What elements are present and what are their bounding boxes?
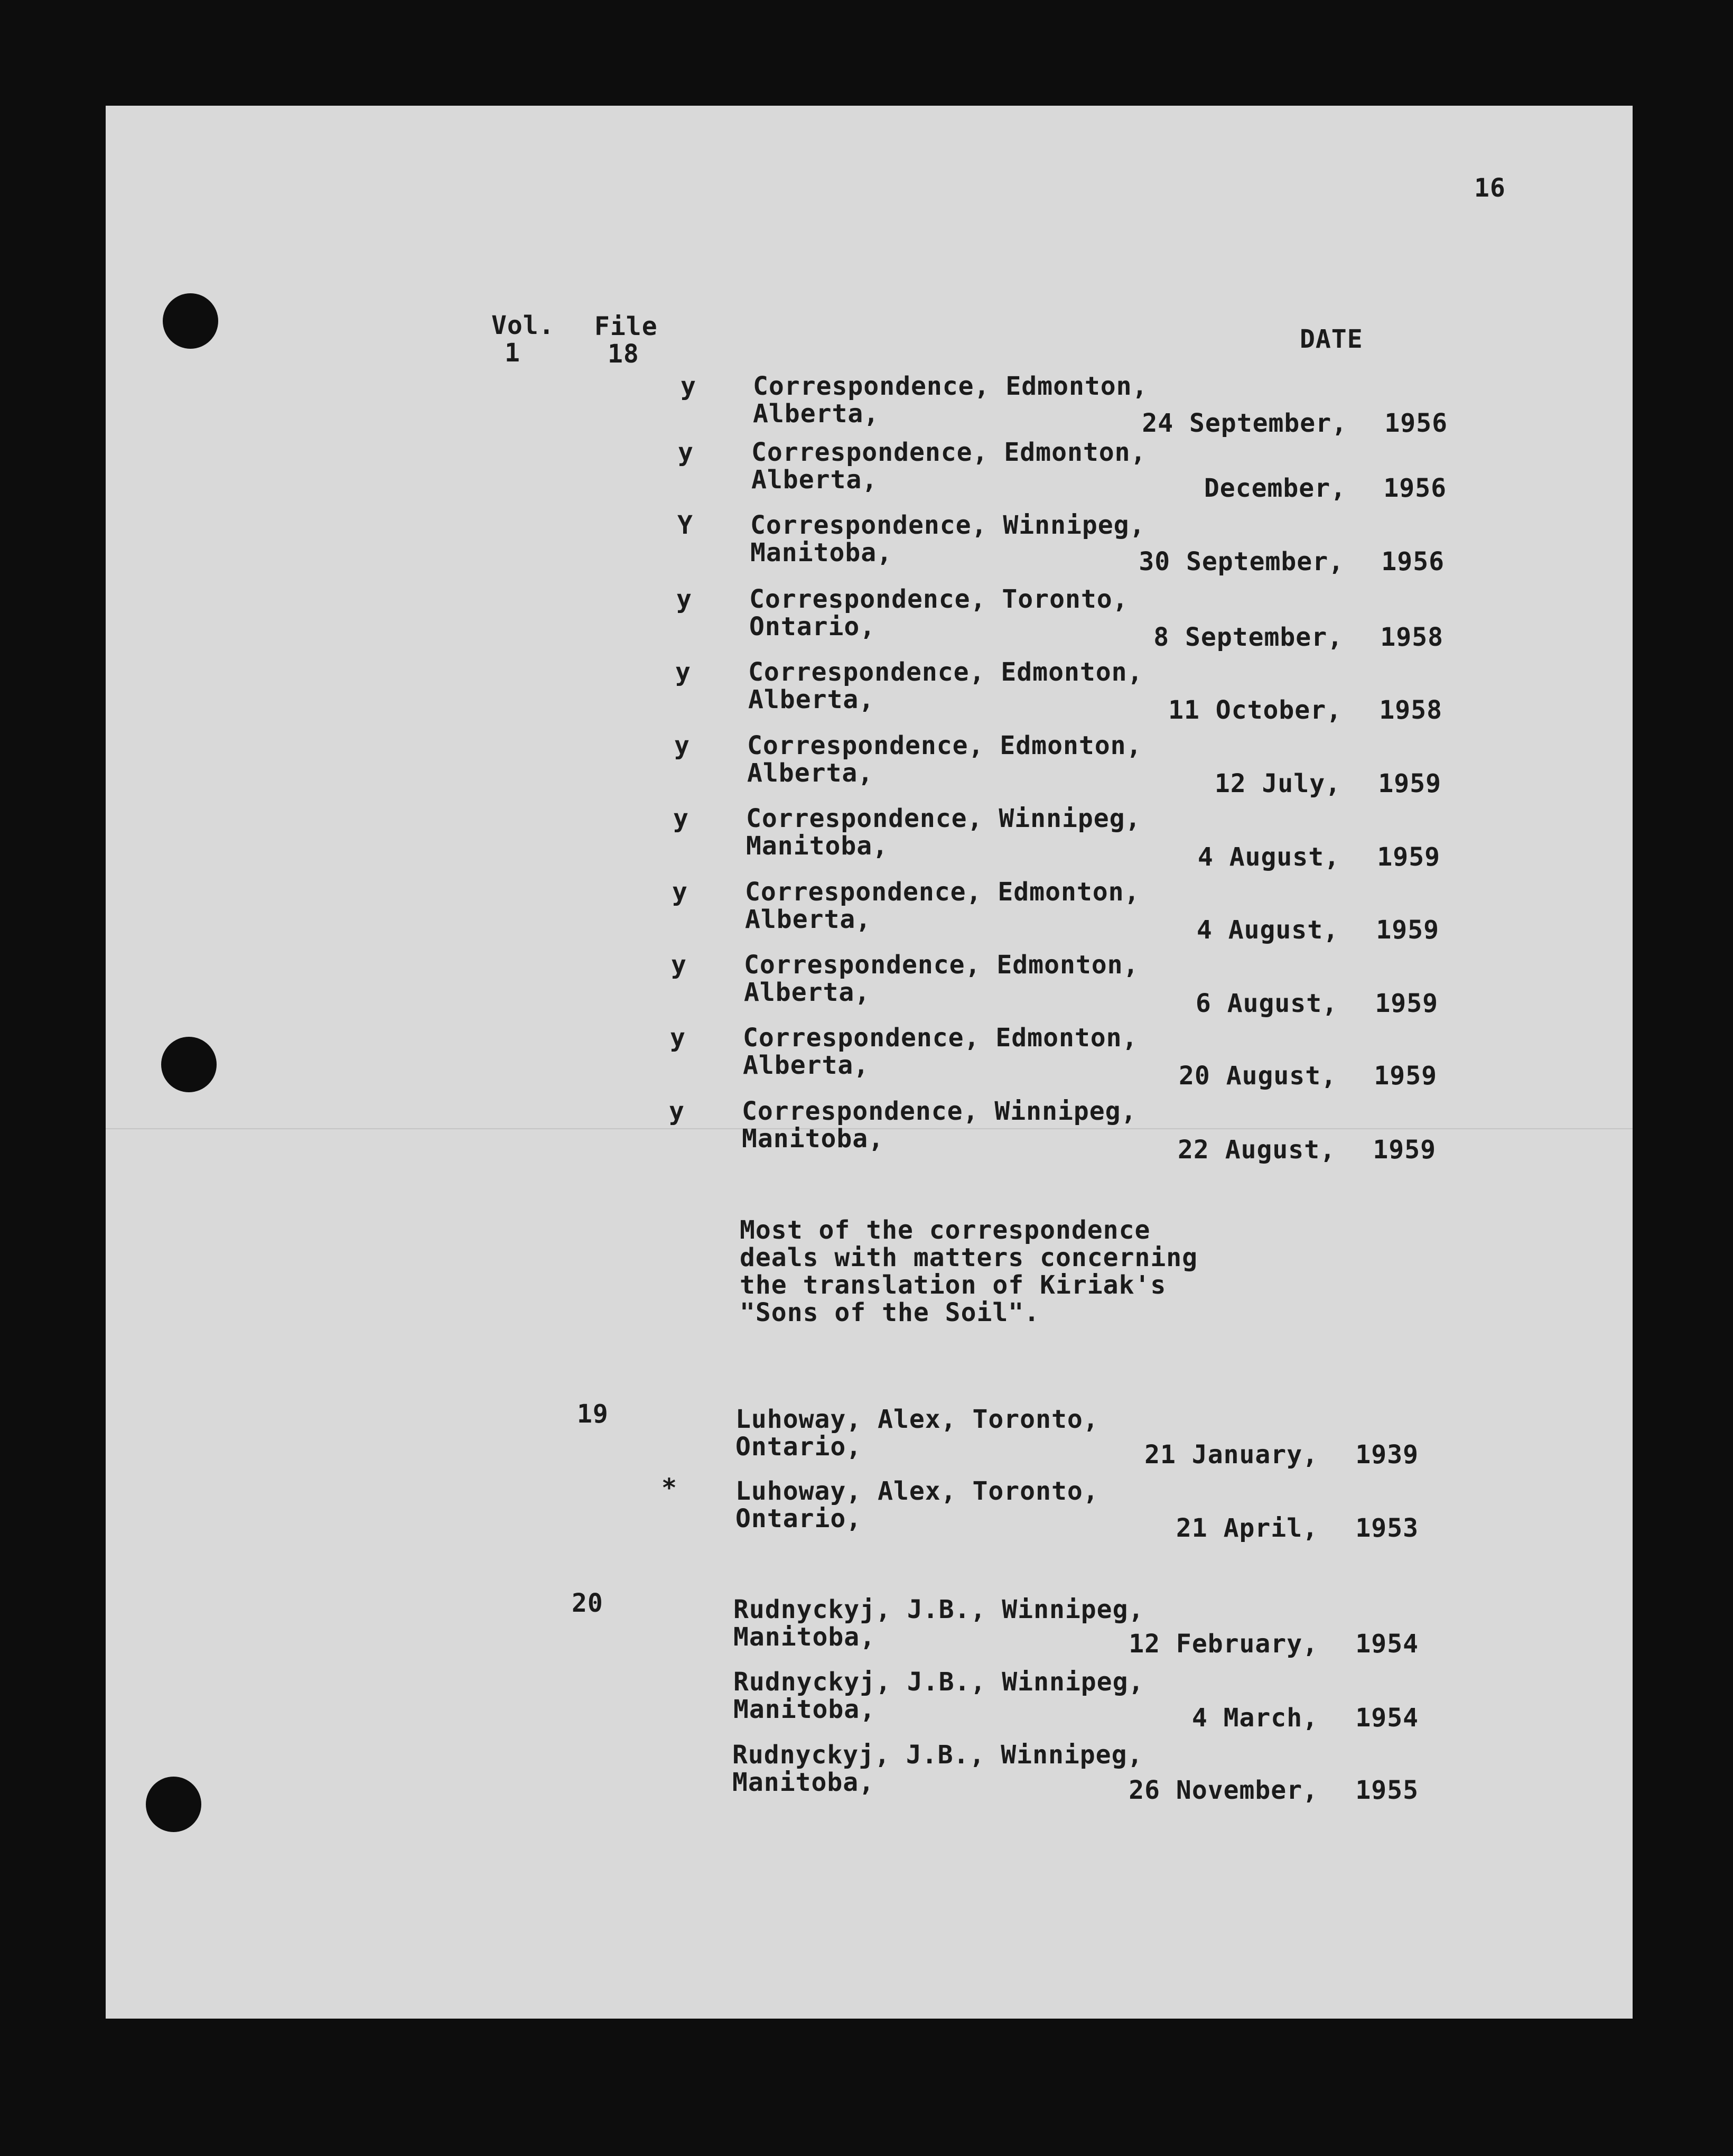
note-line: "Sons of the Soil". — [740, 1298, 1040, 1327]
punch-hole-bottom — [146, 1777, 201, 1832]
entry-day-month: 24 September, — [1142, 408, 1347, 438]
entry-line-2: Alberta, — [744, 978, 871, 1007]
entry-year: 1956 — [1384, 408, 1448, 438]
entry-year: 1959 — [1378, 769, 1441, 798]
vol-number: 1 — [505, 338, 520, 368]
entry-year: 1956 — [1381, 547, 1445, 577]
entry-line-1: Correspondence, Winnipeg, — [750, 510, 1145, 540]
entry-date — [1122, 548, 1445, 575]
entry-line-2: Manitoba, — [746, 831, 889, 861]
file-19-number: 19 — [577, 1399, 609, 1429]
entry-date — [1118, 843, 1440, 871]
page-number: 16 — [1474, 173, 1506, 203]
entry-line-2: Manitoba, — [733, 1622, 876, 1652]
entry-day-month: 4 August, — [1197, 842, 1340, 872]
entry-mark: y — [673, 804, 689, 833]
file-header: File — [594, 312, 658, 341]
entry-year: 1959 — [1373, 1135, 1436, 1165]
entry-description — [733, 1596, 1144, 1651]
entry-day-month: 20 August, — [1179, 1061, 1337, 1091]
entry-day-month: 4 March, — [1191, 1703, 1318, 1733]
entry-description — [735, 1406, 1099, 1461]
entry-day-month: December, — [1204, 473, 1346, 503]
punch-hole-middle — [161, 1037, 217, 1092]
entry-date — [1121, 624, 1443, 651]
entry-mark: y — [674, 731, 690, 760]
entry-year: 1955 — [1355, 1776, 1419, 1805]
entry-year: 1939 — [1355, 1440, 1419, 1470]
entry-description — [743, 1024, 1138, 1079]
date-header: DATE — [1300, 324, 1363, 354]
entry-line-2: Alberta, — [747, 758, 874, 788]
entry-line-1: Rudnyckyj, J.B., Winnipeg, — [733, 1595, 1144, 1624]
entry-description — [746, 805, 1141, 860]
note-line: Most of the correspondence — [740, 1215, 1151, 1245]
entry-description — [750, 512, 1145, 566]
entry-day-month: 6 August, — [1195, 989, 1338, 1018]
entry-line-1: Correspondence, Edmonton, — [748, 657, 1143, 687]
entry-line-2: Manitoba, — [742, 1124, 884, 1154]
entry-date — [1124, 475, 1447, 502]
entry-line-1: Correspondence, Edmonton, — [745, 877, 1140, 907]
entry-year: 1959 — [1376, 915, 1439, 945]
entry-year: 1959 — [1375, 989, 1438, 1018]
punch-hole-top — [163, 293, 218, 349]
entry-description — [748, 658, 1143, 713]
entry-day-month: 26 November, — [1129, 1776, 1318, 1805]
entry-line-1: Luhoway, Alex, Toronto, — [735, 1476, 1099, 1506]
entry-mark: y — [670, 1023, 686, 1053]
entry-description — [745, 878, 1140, 933]
note-line: the translation of Kiriak's — [740, 1270, 1167, 1300]
entry-date — [1096, 1777, 1419, 1804]
entry-year: 1953 — [1355, 1513, 1419, 1543]
file-number: 18 — [608, 339, 639, 369]
entry-date — [1116, 990, 1438, 1017]
entry-day-month: 21 April, — [1176, 1513, 1318, 1543]
entry-line-1: Correspondence, Edmonton, — [744, 950, 1139, 980]
entry-line-1: Correspondence, Edmonton, — [753, 371, 1148, 401]
entry-line-1: Correspondence, Toronto, — [749, 584, 1129, 614]
entry-year: 1954 — [1355, 1629, 1419, 1659]
file-20-number: 20 — [572, 1588, 603, 1618]
entry-mark: y — [671, 950, 687, 980]
entry-line-1: Luhoway, Alex, Toronto, — [735, 1405, 1099, 1434]
entry-date — [1096, 1630, 1419, 1658]
entry-day-month: 11 October, — [1168, 695, 1342, 725]
entry-description — [744, 951, 1139, 1006]
entry-description — [732, 1741, 1143, 1796]
entry-description — [742, 1098, 1136, 1153]
entry-year: 1958 — [1379, 695, 1442, 725]
entry-description — [753, 373, 1148, 428]
entry-year: 1958 — [1380, 622, 1443, 652]
entry-mark: y — [681, 371, 696, 401]
entry-date — [1117, 916, 1439, 944]
entry-mark: y — [672, 877, 688, 907]
entry-mark: y — [678, 438, 694, 467]
entry-day-month: 22 August, — [1178, 1135, 1336, 1165]
entry-day-month: 4 August, — [1196, 915, 1339, 945]
entry-year: 1959 — [1374, 1061, 1437, 1091]
entry-description — [749, 586, 1129, 640]
entry-line-1: Rudnyckyj, J.B., Winnipeg, — [732, 1740, 1143, 1770]
entry-line-2: Ontario, — [735, 1432, 862, 1462]
entry-date — [1096, 1514, 1419, 1542]
entry-mark: y — [676, 584, 692, 614]
entry-date — [1125, 410, 1448, 437]
entry-line-1: Correspondence, Edmonton, — [751, 438, 1147, 467]
entry-date — [1114, 1136, 1436, 1164]
entry-day-month: 21 January, — [1144, 1440, 1318, 1470]
entry-day-month: 12 July, — [1214, 769, 1341, 798]
entry-line-2: Alberta, — [753, 399, 880, 429]
entry-date — [1119, 770, 1441, 797]
entry-date — [1096, 1441, 1419, 1469]
entry-line-2: Ontario, — [735, 1504, 862, 1534]
entry-line-2: Alberta, — [745, 905, 872, 934]
entry-description — [751, 439, 1146, 494]
entry-mark: * — [661, 1473, 677, 1503]
vol-header: Vol. — [491, 311, 555, 340]
entry-year: 1959 — [1377, 842, 1440, 872]
entry-line-2: Alberta, — [748, 685, 875, 714]
entry-line-2: Ontario, — [749, 612, 876, 642]
entry-date — [1115, 1062, 1437, 1090]
entry-mark: y — [675, 657, 691, 687]
entry-line-2: Manitoba, — [732, 1768, 875, 1797]
entry-line-1: Correspondence, Edmonton, — [747, 731, 1142, 760]
entry-day-month: 30 September, — [1139, 547, 1344, 577]
entry-day-month: 12 February, — [1129, 1629, 1318, 1659]
entry-description — [735, 1477, 1099, 1532]
entry-mark: y — [669, 1096, 685, 1126]
entry-date — [1096, 1704, 1419, 1732]
entry-mark: Y — [677, 510, 693, 540]
entry-line-1: Correspondence, Edmonton, — [743, 1023, 1138, 1053]
entry-line-1: Correspondence, Winnipeg, — [746, 804, 1141, 833]
entry-line-1: Correspondence, Winnipeg, — [742, 1096, 1137, 1126]
entry-line-2: Manitoba, — [750, 538, 893, 568]
entry-line-2: Alberta, — [751, 465, 878, 495]
entry-year: 1954 — [1355, 1703, 1419, 1733]
correspondence-note — [740, 1216, 1198, 1326]
entry-line-2: Manitoba, — [733, 1695, 876, 1724]
note-line: deals with matters concerning — [740, 1243, 1198, 1272]
entry-day-month: 8 September, — [1153, 622, 1343, 652]
entry-line-1: Rudnyckyj, J.B., Winnipeg, — [733, 1667, 1144, 1697]
entry-year: 1956 — [1383, 473, 1447, 503]
entry-date — [1120, 696, 1442, 724]
entry-description — [733, 1668, 1144, 1723]
entry-description — [747, 732, 1142, 787]
entry-line-2: Alberta, — [743, 1051, 870, 1080]
